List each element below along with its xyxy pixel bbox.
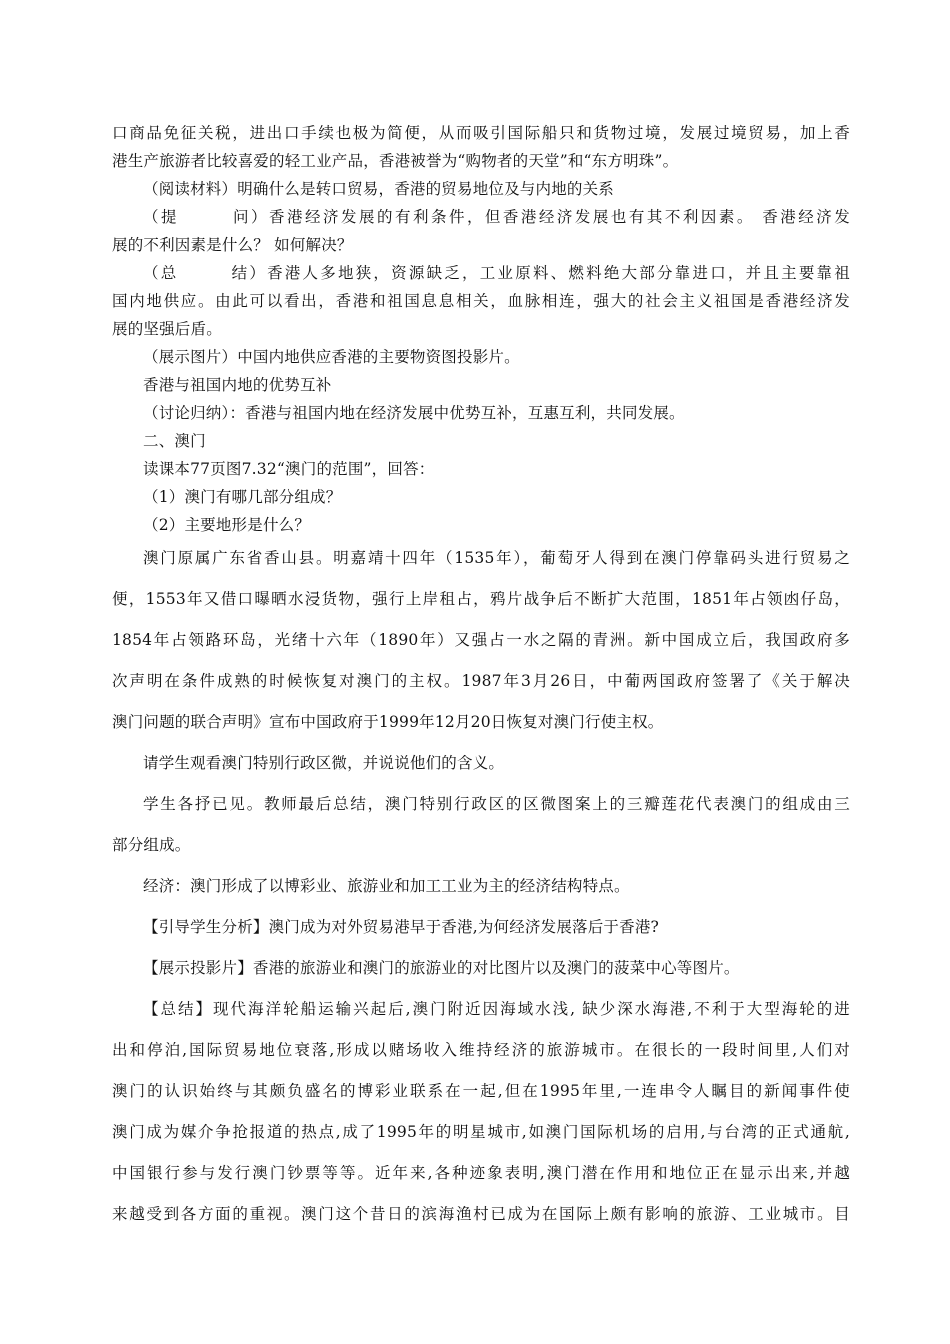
paragraph-line: （提 问）香港经济发展的有利条件，但香港经济发展也有其不利因素。 香港经济发: [143, 208, 850, 226]
paragraph-line: 澳门的认识始终与其颇负盛名的博彩业联系在一起,但在1995年里,一连串令人瞩目的新闻事件使: [112, 1082, 850, 1100]
paragraph-line: 澳门问题的联合声明》宣布中国政府于1999年12月20日恢复对澳门行使主权。: [112, 713, 664, 731]
paragraph-line: 中国银行参与发行澳门钞票等等。近年来,各种迹象表明,澳门潜在作用和地位正在显示出来,并越: [112, 1164, 850, 1182]
paragraph-line: （总 结）香港人多地狭，资源缺乏，工业原料、燃料绝大部分靠进口，并且主要靠祖: [143, 264, 850, 282]
paragraph-line: 澳门原属广东省香山县。明嘉靖十四年（1535年），葡萄牙人得到在澳门停靠码头进行贸易之: [143, 549, 850, 567]
paragraph-line: 香港与祖国内地的优势互补: [143, 376, 332, 394]
paragraph-line: 便，1553年又借口曝晒水浸货物，强行上岸租占，鸦片战争后不断扩大范围，1851年占领凼仔岛，: [112, 590, 850, 608]
paragraph-line: 1854年占领路环岛，光绪十六年（1890年）又强占一水之隔的青洲。新中国成立后，我国政府多: [112, 631, 850, 649]
paragraph-line: 澳门成为媒介争抢报道的热点,成了1995年的明星城市,如澳门国际机场的启用,与台湾的正式通航,: [112, 1123, 850, 1141]
paragraph-line: （阅读材料）明确什么是转口贸易，香港的贸易地位及与内地的关系: [143, 180, 615, 198]
paragraph-line: （讨论归纳）：香港与祖国内地在经济发展中优势互补，互惠互利，共同发展。: [143, 404, 685, 422]
paragraph-line: 学生各抒已见。教师最后总结，澳门特别行政区的区微图案上的三瓣莲花代表澳门的组成由三: [143, 795, 850, 813]
paragraph-line: 展的不利因素是什么？ 如何解决？: [112, 236, 353, 254]
paragraph-line: 【展示投影片】香港的旅游业和澳门的旅游业的对比图片以及澳门的菠菜中心等图片。: [143, 959, 740, 977]
paragraph-line: 来越受到各方面的重视。澳门这个昔日的滨海渔村已成为在国际上颇有影响的旅游、工业城市。目: [112, 1205, 850, 1223]
paragraph-line: 展的坚强后盾。: [112, 320, 222, 338]
paragraph-line: 港生产旅游者比较喜爱的轻工业产品，香港被誉为“购物者的天堂”和“东方明珠”。: [112, 152, 679, 170]
paragraph-line: 部分组成。: [112, 836, 191, 854]
paragraph-line: 国内地供应。由此可以看出，香港和祖国息息相关，血脉相连，强大的社会主义祖国是香港经济发: [112, 292, 850, 310]
paragraph-line: 口商品免征关税，进出口手续也极为简便，从而吸引国际船只和货物过境，发展过境贸易，加上香: [112, 124, 850, 142]
paragraph-line: （展示图片）中国内地供应香港的主要物资图投影片。: [143, 348, 520, 366]
paragraph-line: 经济：澳门形成了以博彩业、旅游业和加工工业为主的经济结构特点。: [143, 877, 630, 895]
paragraph-line: 出和停泊,国际贸易地位衰落,形成以赌场收入维持经济的旅游城市。在很长的一段时间里,人们对: [112, 1041, 850, 1059]
question-line: （2）主要地形是什么？: [143, 516, 311, 534]
section-heading: 二、澳门: [143, 432, 206, 450]
paragraph-line: 【引导学生分析】澳门成为对外贸易港早于香港,为何经济发展落后于香港?: [143, 918, 660, 936]
paragraph-line: 请学生观看澳门特别行政区微，并说说他们的含义。: [143, 754, 505, 772]
paragraph-line: 次声明在条件成熟的时候恢复对澳门的主权。1987年3月26日，中葡两国政府签署了《关于解决: [112, 672, 850, 690]
question-line: （1）澳门有哪几部分组成？: [143, 488, 342, 506]
paragraph-line: 读课本77页图7.32“澳门的范围”，回答：: [143, 460, 435, 478]
paragraph-line: 【总结】现代海洋轮船运输兴起后,澳门附近因海域水浅, 缺少深水海港,不利于大型海轮的进: [143, 1000, 850, 1018]
